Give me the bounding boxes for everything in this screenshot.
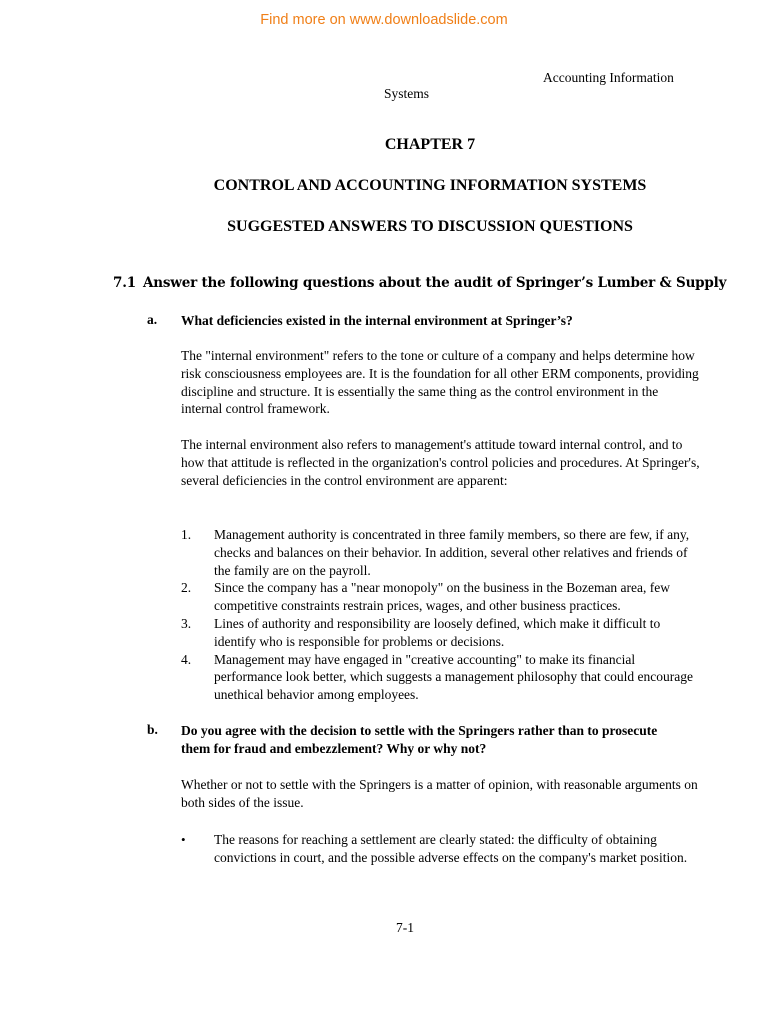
chapter-heading: CHAPTER 7: [384, 136, 476, 153]
part-b-question: Do you agree with the decision to settle with the Springers rather than to prosecute them for fraud and embezzlement? Why or why not?: [181, 723, 658, 756]
running-header-line2: Systems: [384, 86, 430, 101]
list-item-text: Lines of authority and responsibility are loosely defined, which make it difficult to identify who is responsible for problems or decisions.: [214, 615, 661, 649]
list-item-text: Management may have engaged in "creative accounting" to make its financial performance look better, which suggests a management philosophy that could encourage unethical behavior among employees.: [214, 651, 693, 703]
page-number: 7-1: [396, 920, 414, 935]
part-b-paragraph-1: Whether or not to settle with the Springers is a matter of opinion, with reasonable arguments on both sides of the issue.: [181, 777, 698, 810]
running-header-line1: Accounting Information: [543, 70, 674, 85]
list-item: [181, 615, 701, 651]
part-b-label: b.: [147, 722, 158, 737]
question-number: 7.1: [113, 275, 136, 291]
question-heading: [113, 275, 726, 291]
list-item-text: Since the company has a "near monopoly" on the business in the Bozeman area, few competitive constraints restrain prices, wages, and other business practices.: [214, 580, 671, 614]
bullet-text: The reasons for reaching a settlement are clearly stated: the difficulty of obtaining convictions in court, and the possible adverse effects on the company's market position.: [214, 832, 688, 865]
part-a-paragraph-2: The internal environment also refers to management's attitude toward internal control, and to how that attitude is reflected in the organization's control policies and procedures. At Springer's, several deficiencies in the control environment are apparent:: [181, 437, 700, 488]
download-banner: Find more on www.downloadslide.com: [260, 12, 508, 28]
deficiency-list: [181, 526, 701, 704]
part-a-question: What deficiencies existed in the internal environment at Springer’s?: [181, 313, 573, 328]
part-a-paragraph-1: The "internal environment" refers to the tone or culture of a company and helps determine how risk consciousness employees are. It is the foundation for all other ERM components, providing discipline and structure. It is essentially the same thing as the control environment in the internal control framework.: [181, 348, 699, 417]
list-item: [181, 526, 701, 579]
list-item: [181, 579, 701, 615]
bullet-icon: •: [181, 832, 186, 847]
list-item: [181, 651, 701, 704]
list-item-number: 1.: [181, 527, 192, 542]
bullet-item: [181, 831, 701, 867]
part-a-label: a.: [147, 312, 158, 327]
question-text: Answer the following questions about the audit of Springer’s Lumber & Supply: [143, 275, 727, 291]
settlement-bullet-list: [181, 831, 701, 867]
list-item-text: Management authority is concentrated in three family members, so there are few, if any, checks and balances on their behavior. In addition, several other relatives and friends of the family are on the payroll.: [214, 527, 690, 578]
chapter-subtitle: SUGGESTED ANSWERS TO DISCUSSION QUESTIONS: [227, 218, 633, 235]
chapter-title: CONTROL AND ACCOUNTING INFORMATION SYSTEMS: [213, 177, 647, 194]
list-item-number: 3.: [181, 615, 192, 631]
list-item-number: 4.: [181, 651, 192, 667]
list-item-number: 2.: [181, 580, 192, 596]
